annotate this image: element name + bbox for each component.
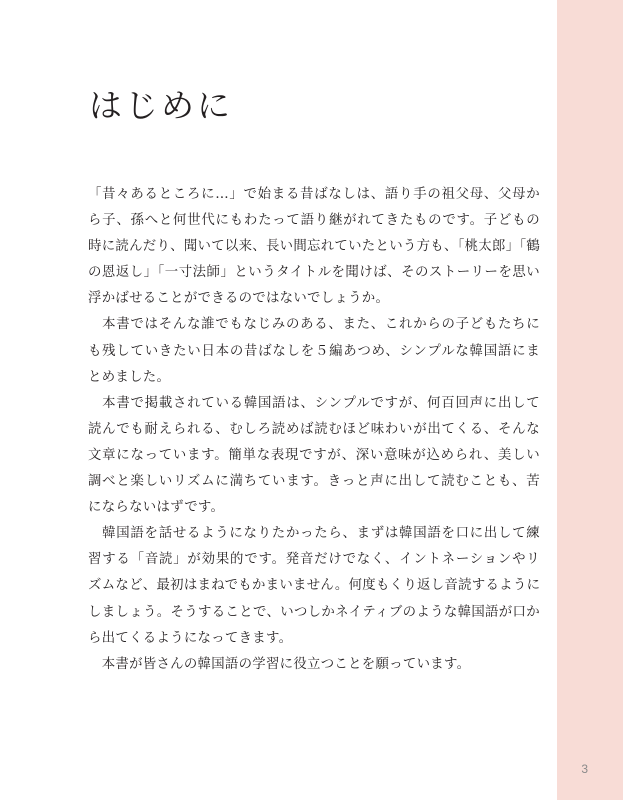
text-line: の恩返し」「一寸法師」というタイトルを聞けば、そのストーリーを思い — [88, 265, 540, 281]
text-line: 本書ではそんな誰でもなじみのある、また、これからの子どもたちに — [88, 317, 540, 333]
text-line: とめました。 — [88, 369, 171, 385]
text-line: 「昔々あるところに…」で始まる昔ばなしは、語り手の祖父母、父母か — [88, 187, 540, 202]
page-number: 3 — [581, 762, 588, 776]
text-line: ら出てくるようになってきます。 — [88, 630, 293, 646]
text-line: 本書で掲載されている韓国語は、シンプルですが、何百回声に出して — [88, 395, 540, 411]
text-line: にならないはずです。 — [88, 500, 225, 516]
text-line: 浮かばせることができるのではないでしょうか。 — [88, 291, 390, 307]
text-line: ら子、孫へと何世代にもわたって語り継がれてきたものです。子どもの — [88, 213, 540, 229]
text-line: 読んでも耐えられる、むしろ読めば読むほど味わいが出てくる、そんな — [88, 421, 540, 437]
text-line: 時に読んだり、聞いて以来、長い間忘れていたという方も、「桃太郎」「鶴 — [88, 239, 541, 255]
side-color-band — [557, 0, 623, 800]
text-line: ズムなど、最初はまねでもかまいません。何度もくり返し音読するように — [88, 578, 541, 594]
page-title: はじめに — [89, 86, 233, 125]
text-line: 文章になっています。簡単な表現ですが、深い意味が込められ、美しい — [88, 447, 540, 463]
text-line: 韓国語を話せるようになりたかったら、まずは韓国語を口に出して練 — [88, 526, 540, 542]
text-line: 調べと楽しいリズムに満ちています。きっと声に出して読むことも、苦 — [88, 474, 540, 490]
body-text — [88, 182, 540, 678]
text-line: も残していきたい日本の昔ばなしを５編あつめ、シンプルな韓国語にま — [88, 343, 540, 359]
text-line: 本書が皆さんの韓国語の学習に役立つことを願っています。 — [88, 656, 471, 672]
text-line: 習する「音読」が効果的です。発音だけでなく、イントネーションやリ — [88, 552, 540, 568]
text-line: しましょう。そうすることで、いつしかネイティブのような韓国語が口か — [88, 604, 540, 620]
